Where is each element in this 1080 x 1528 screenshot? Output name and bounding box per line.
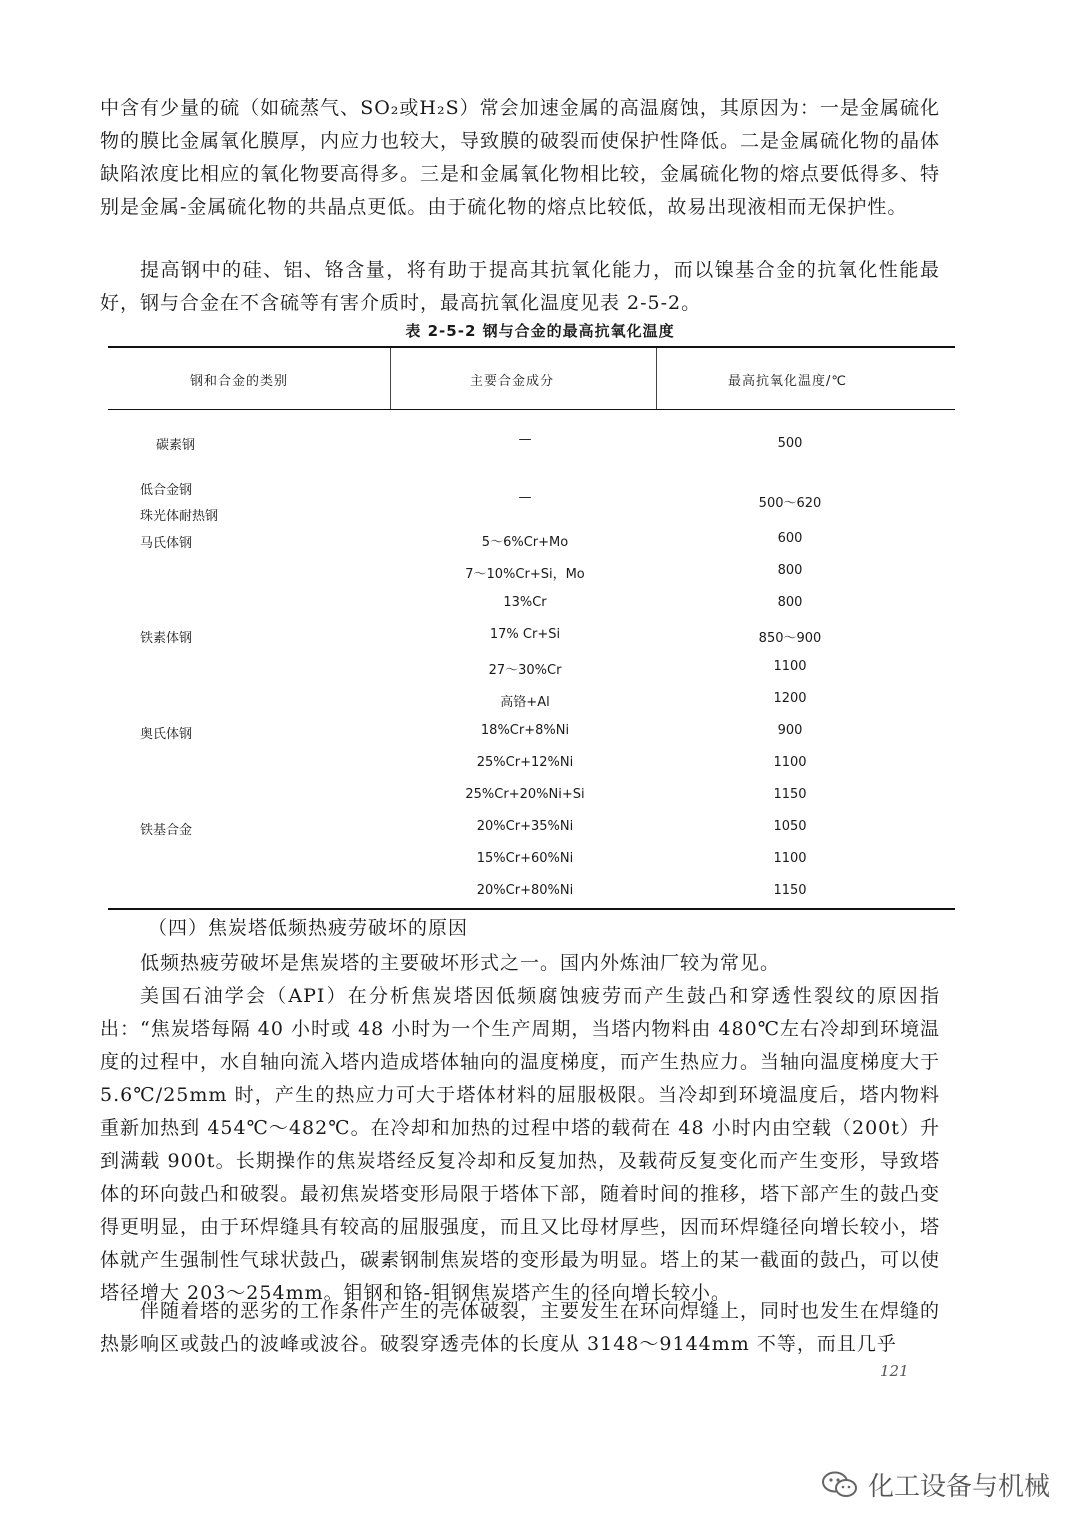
table-composition: 高铬+Al bbox=[500, 695, 550, 710]
table-category: 珠光体耐热钢 bbox=[140, 509, 219, 524]
table-temperature: 1050 bbox=[773, 819, 807, 834]
table-category: 奥氏体钢 bbox=[140, 727, 193, 742]
table-top-rule bbox=[108, 346, 955, 348]
table-column-divider bbox=[390, 348, 391, 409]
table-temperature: 500 bbox=[777, 436, 803, 451]
table-bottom-rule bbox=[108, 908, 955, 910]
table-composition: 7～10%Cr+Si，Mo bbox=[465, 567, 585, 582]
table-category: 碳素钢 bbox=[156, 438, 196, 453]
table-temperature: 1150 bbox=[773, 787, 807, 802]
table-temperature: 1150 bbox=[773, 883, 807, 898]
table-header-temperature: 最高抗氧化温度/℃ bbox=[728, 374, 847, 389]
table-composition: 25%Cr+12%Ni bbox=[476, 755, 574, 770]
paragraph-oxidation-resistance: 提高钢中的硅、铝、铬含量，将有助于提高其抗氧化能力，而以镍基合金的抗氧化性能最好，钢与合金在不含硫等有害介质时，最高抗氧化温度见表 2-5-2。 bbox=[100, 259, 940, 314]
section-heading: （四）焦炭塔低频热疲劳破坏的原因 bbox=[148, 917, 469, 939]
table-header-rule bbox=[108, 409, 955, 410]
wechat-icon bbox=[822, 1471, 858, 1499]
table-caption: 表 2-5-2 钢与合金的最高抗氧化温度 bbox=[405, 322, 675, 340]
paragraph-shell-rupture: 伴随着塔的恶劣的工作条件产生的壳体破裂，主要发生在环向焊缝上，同时也发生在焊缝的热影响区或鼓凸的波峰或波谷。破裂穿透壳体的长度从 3148～9144mm 不等，而且几乎 bbox=[100, 1300, 941, 1355]
table-composition: 15%Cr+60%Ni bbox=[476, 851, 574, 866]
table-composition: 20%Cr+80%Ni bbox=[476, 883, 574, 898]
table-composition: 25%Cr+20%Ni+Si bbox=[465, 787, 585, 802]
table-header-composition: 主要合金成分 bbox=[470, 374, 555, 389]
table-temperature: 900 bbox=[777, 723, 803, 738]
table-composition: 18%Cr+8%Ni bbox=[480, 723, 570, 738]
watermark bbox=[822, 1466, 1050, 1503]
table-temperature: 800 bbox=[777, 563, 803, 578]
table-header-category: 钢和合金的类别 bbox=[190, 374, 289, 389]
table-temperature: 1100 bbox=[773, 659, 807, 674]
table-composition: 27～30%Cr bbox=[488, 663, 562, 678]
table-category: 铁基合金 bbox=[140, 823, 193, 838]
table-category: 低合金钢 bbox=[140, 483, 193, 498]
table-composition: 20%Cr+35%Ni bbox=[476, 819, 574, 834]
table-category: 马氏体钢 bbox=[140, 536, 193, 551]
table-temperature: 1100 bbox=[773, 851, 807, 866]
table-column-divider bbox=[656, 348, 657, 409]
table-temperature: 850～900 bbox=[758, 631, 822, 646]
paragraph-api-analysis: 美国石油学会（API）在分析焦炭塔因低频腐蚀疲劳而产生鼓凸和穿透性裂纹的原因指出：“焦炭塔每隔 40 小时或 48 小时为一个生产周期，当塔内物料由 480℃左右冷却到环境温度的过程中，水自轴向流入塔内造成塔体轴向的温度梯度，而产生热应力。当轴向温度梯度大于 5.6℃/25mm 时，产生的热应力可大于塔体材料的屈服极限。当冷却到环境温度后，塔内物料重新加热到 454℃～482℃。在冷却和加热的过程中塔的载荷在 48 小时内由空载（200t）升到满载 900t。长期操作的焦炭塔经反复冷却和反复加热，及载荷反复变化而产生变形，导致塔体的环向鼓凸和破裂。最初焦炭塔变形局限于塔体下部，随着时间的推移，塔下部产生的鼓凸变得更明显，由于环焊缝具有较高的屈服强度，而且又比母材厚些，因而环焊缝径向增长较小，塔体就产生强制性气球状鼓凸，碳素钢制焦炭塔的变形最为明显。塔上的某一截面的鼓凸，可以使塔径增大 203～254mm。钼钢和铬-钼钢焦炭塔产生的径向增长较小。 bbox=[100, 985, 941, 1304]
watermark-text: 化工设备与机械 bbox=[868, 1472, 1051, 1502]
table-composition: — bbox=[518, 490, 532, 505]
table-temperature: 600 bbox=[777, 531, 803, 546]
paragraph-sulfur-corrosion: 中含有少量的硫（如硫蒸气、SO₂或H₂S）常会加速金属的高温腐蚀，其原因为：一是金属硫化物的膜比金属氧化膜厚，内应力也较大，导致膜的破裂而使保护性降低。二是金属硫化物的晶体缺陷浓度比相应的氧化物要高得多。三是和金属氧化物相比较，金属硫化物的熔点要低得多、特别是金属-金属硫化物的共晶点更低。由于硫化物的熔点比较低，故易出现液相而无保护性。 bbox=[100, 97, 941, 218]
table-temperature: 800 bbox=[777, 595, 803, 610]
table-temperature: 1100 bbox=[773, 755, 807, 770]
table-temperature: 500～620 bbox=[758, 496, 822, 511]
table-category: 铁素体钢 bbox=[140, 631, 193, 646]
table-composition: 13%Cr bbox=[503, 595, 547, 610]
page-number: 121 bbox=[880, 1362, 909, 1380]
table-composition: — bbox=[518, 432, 532, 447]
table-composition: 17% Cr+Si bbox=[489, 627, 561, 642]
paragraph-fatigue-intro: 低频热疲劳破坏是焦炭塔的主要破坏形式之一。国内外炼油厂较为常见。 bbox=[140, 952, 781, 974]
table-temperature: 1200 bbox=[773, 691, 807, 706]
table-composition: 5～6%Cr+Mo bbox=[481, 535, 569, 550]
